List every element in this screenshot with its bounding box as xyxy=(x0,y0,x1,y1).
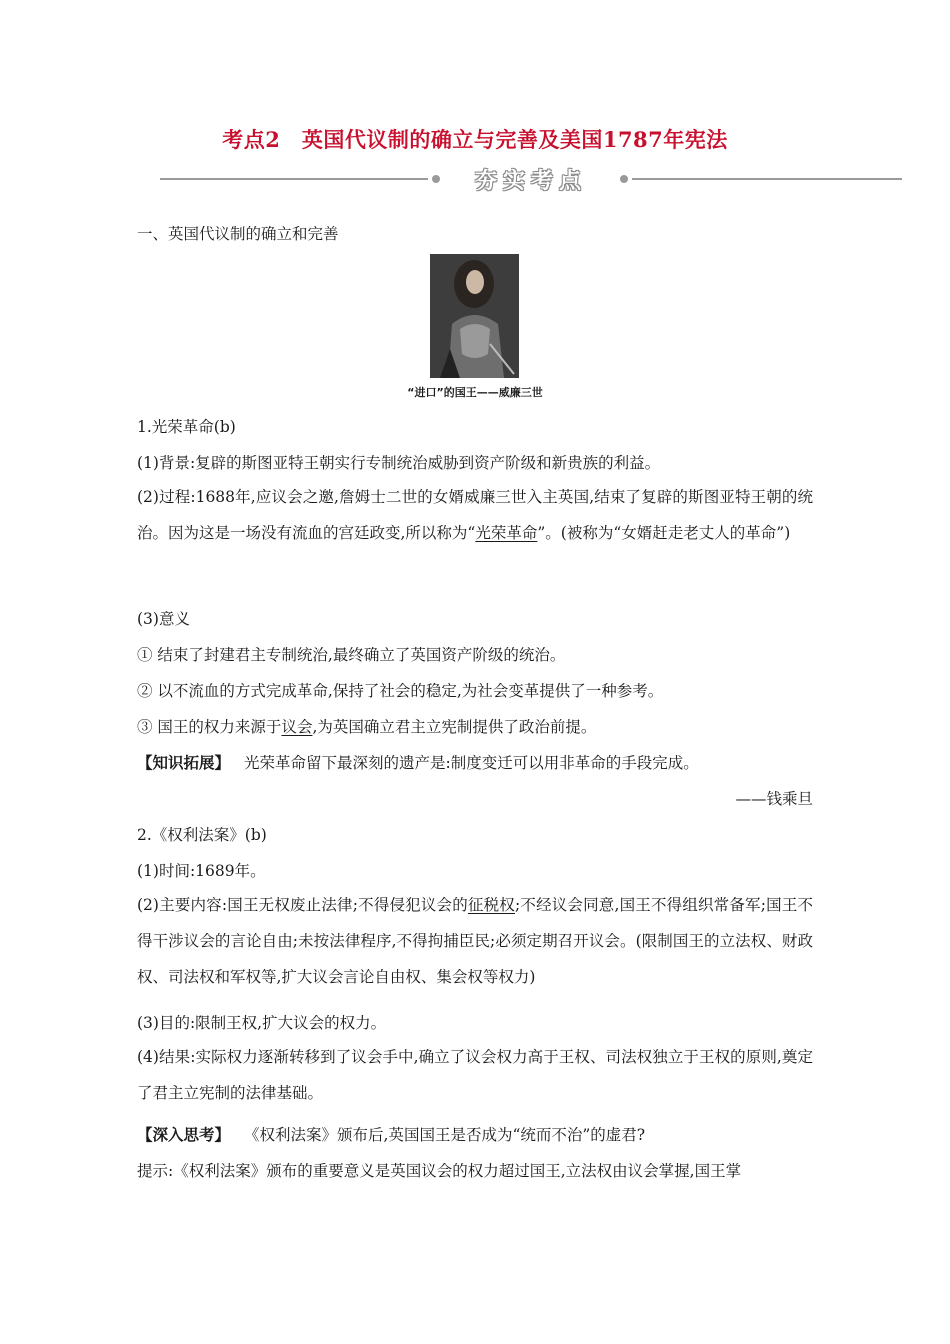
section-heading: 一、英国代议制的确立和完善 xyxy=(137,225,339,243)
item2-heading: 2.《权利法案》(b) xyxy=(137,826,267,844)
image-caption: “进口”的国王——威廉三世 xyxy=(407,386,543,399)
extension-attribution: ——钱乘旦 xyxy=(735,790,813,808)
process-text-a: (2)过程:1688年,应议会之邀,詹姆士二世的女婿威廉三世入主英国,结束了复辟的斯图亚特王朝的统治。因为这是一场没有流血的宫廷政变,所以称为“ xyxy=(137,488,813,542)
extension-label: 【知识拓展】 xyxy=(137,753,231,772)
item1-process xyxy=(137,479,813,551)
item2-time: (1)时间:1689年。 xyxy=(137,862,266,880)
process-text-b: ”。(被称为“女婿赶走老丈人的革命”) xyxy=(537,524,791,542)
item1-meaning-3 xyxy=(137,715,596,737)
item2-content xyxy=(137,887,813,995)
content-underlined-term: 征税权 xyxy=(467,896,515,914)
thinking-text: 《权利法案》颁布后,英国国王是否成为“统而不治”的虚君? xyxy=(244,1126,646,1144)
process-underlined-term: 光荣革命 xyxy=(475,524,538,542)
item2-result: (4)结果:实际权力逐渐转移到了议会手中,确立了议会权力高于王权、司法权独立于王权的原则,奠定了君主立宪制的法律基础。 xyxy=(137,1048,813,1102)
meaning3-text-a: ③ 国王的权力来源于 xyxy=(137,718,282,736)
meaning3-text-b: ,为英国确立君主立宪制提供了政治前提。 xyxy=(312,718,597,736)
thinking-hint: 提示:《权利法案》颁布的重要意义是英国议会的权力超过国王,立法权由议会掌握,国王掌 xyxy=(137,1162,742,1180)
william-iii-portrait xyxy=(430,254,519,378)
thinking-label: 【深入思考】 xyxy=(137,1125,231,1144)
item1-heading: 1.光荣革命(b) xyxy=(137,418,236,436)
portrait-figure-icon xyxy=(430,254,519,378)
item1-meaning-2: ② 以不流血的方式完成革命,保持了社会的稳定,为社会变革提供了一种参考。 xyxy=(137,682,664,700)
item1-meaning-1: ① 结束了封建君主专制统治,最终确立了英国资产阶级的统治。 xyxy=(137,646,566,664)
content-text-a: (2)主要内容:国王无权废止法律;不得侵犯议会的 xyxy=(137,896,468,914)
banner-dot-left xyxy=(432,175,440,183)
banner-line-right xyxy=(632,178,902,180)
meaning3-underlined-term: 议会 xyxy=(281,718,313,736)
page-title: 考点2 英国代议制的确立与完善及美国1787年宪法 xyxy=(222,127,728,152)
extension-text: 光荣革命留下最深刻的遗产是:制度变迁可以用非革命的手段完成。 xyxy=(244,754,699,772)
item2-purpose: (3)目的:限制王权,扩大议会的权力。 xyxy=(137,1014,387,1032)
item1-meaning-heading: (3)意义 xyxy=(137,610,190,628)
knowledge-extension xyxy=(137,751,699,773)
banner-dot-right xyxy=(620,175,628,183)
section-banner xyxy=(160,166,902,192)
content-text-b: ;不经议会同意,国王不得组织常备军;国王不得干涉议会的言论自由;未按法律程序,不得拘捕臣民;必须定期召开议会。(限制国王的立法权、财政权、司法权和军权等,扩大议会言论自由权、集会权等权力) xyxy=(137,896,814,986)
banner-line-left xyxy=(160,178,428,180)
banner-label: 夯实考点 xyxy=(474,169,587,194)
item1-background: (1)背景:复辟的斯图亚特王朝实行专制统治威胁到资产阶级和新贵族的利益。 xyxy=(137,454,661,472)
deep-thinking xyxy=(137,1123,645,1145)
